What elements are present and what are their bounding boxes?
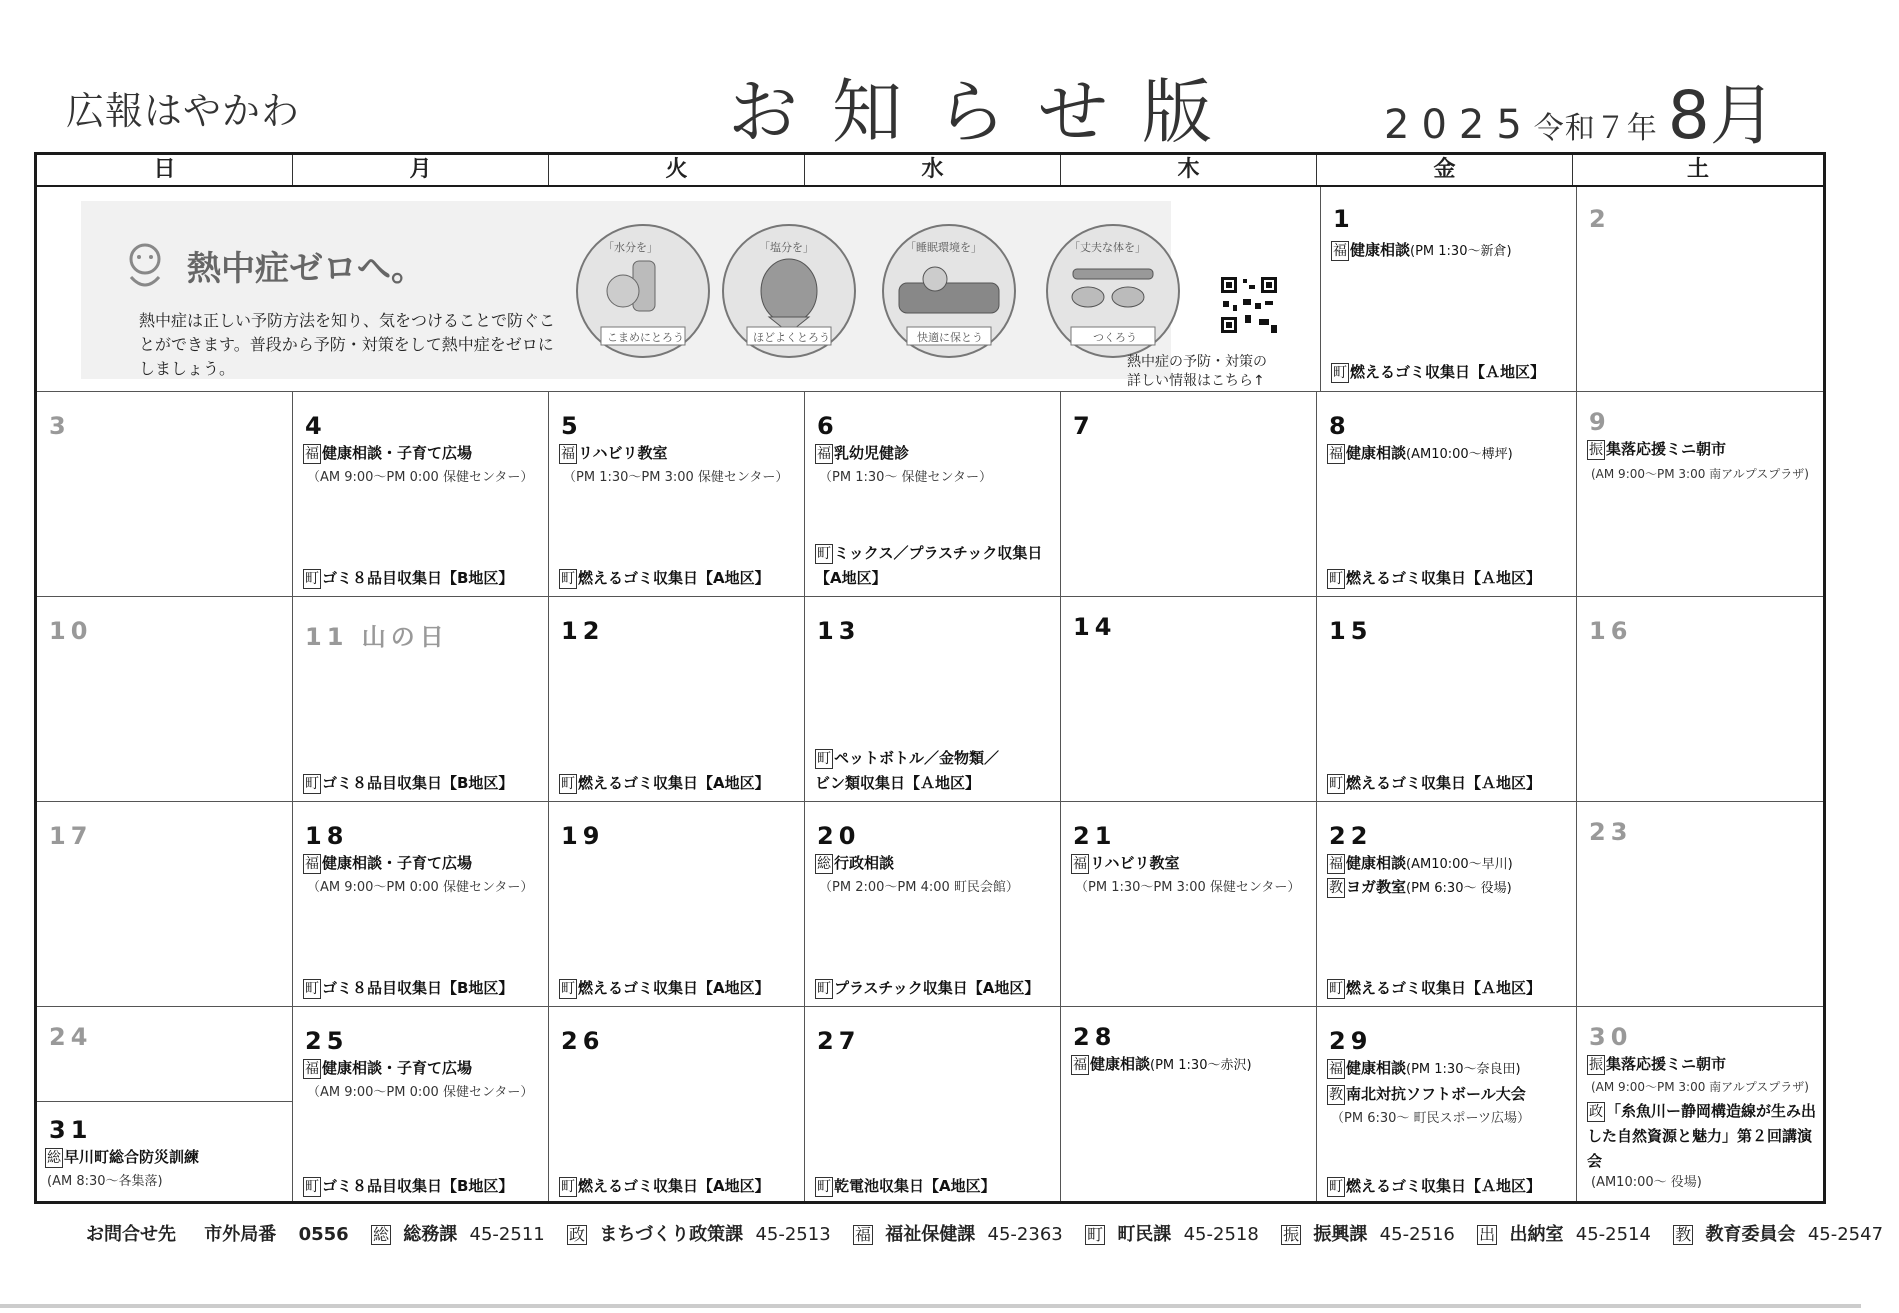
qr-caption xyxy=(1127,353,1267,391)
day-number: 18 xyxy=(305,822,349,850)
day-number: 26 xyxy=(561,1027,605,1055)
day-cell-23 xyxy=(1577,802,1823,1007)
garbage-line xyxy=(1327,1175,1572,1197)
event-title: 早川町総合防災訓練 xyxy=(64,1148,200,1166)
weekday-fri: 金 xyxy=(1317,155,1573,185)
garbage-text: 燃えるゴミ収集日【A地区】 xyxy=(578,1177,770,1195)
dept-badge: 町 xyxy=(817,751,831,767)
sleep-illustration-icon xyxy=(879,221,1019,361)
garbage-text: 燃えるゴミ収集日【Ａ地区】 xyxy=(1346,1177,1542,1195)
garbage-text: 燃えるゴミ収集日【Ａ地区】 xyxy=(1346,569,1542,587)
dept-badge: 教 xyxy=(1675,1225,1692,1244)
calendar xyxy=(34,152,1826,1204)
garbage-line xyxy=(1327,772,1572,794)
day-number: 12 xyxy=(561,617,605,645)
event-line-2 xyxy=(1587,1099,1819,1174)
event-line xyxy=(1071,852,1312,874)
contact-item-shinko xyxy=(1281,1224,1465,1245)
banner-title: 熱中症ゼロへ。 xyxy=(187,249,425,289)
event-line xyxy=(303,442,544,464)
day-number: 4 xyxy=(305,412,327,440)
day-cell-11 xyxy=(293,597,549,802)
day-number: 15 xyxy=(1329,617,1373,645)
qr-caption-line2: 詳しい情報はこちら↑ xyxy=(1127,373,1265,389)
day-number: 2 xyxy=(1589,205,1611,233)
day-number: 27 xyxy=(817,1027,861,1055)
event-detail: （AM 9:00～PM 0:00 保健センター） xyxy=(307,470,534,485)
meal-caption: つくろう xyxy=(1093,331,1137,344)
event-detail: （AM 9:00～PM 0:00 保健センター） xyxy=(307,1085,534,1100)
salt-label: 「塩分を」 xyxy=(759,241,814,254)
dept-badge: 町 xyxy=(817,981,831,997)
event-line xyxy=(815,442,1056,464)
contact-item-somu xyxy=(371,1224,555,1245)
dept-tel: 45-2547 xyxy=(1807,1224,1884,1245)
dept-tel: 45-2363 xyxy=(987,1224,1063,1245)
event-time: (AM10:00～早川) xyxy=(1406,857,1513,872)
day-number: 29 xyxy=(1329,1027,1373,1055)
dept-badge: 福 xyxy=(1073,1057,1087,1073)
garbage-line xyxy=(303,1175,544,1197)
event-line xyxy=(45,1146,288,1168)
day-number: 5 xyxy=(561,412,583,440)
dept-tel: 45-2516 xyxy=(1379,1224,1455,1245)
contact-item-fukushi xyxy=(853,1224,1073,1245)
dept-badge: 町 xyxy=(561,981,575,997)
contact-item-seisaku xyxy=(567,1224,841,1245)
day-cell-9 xyxy=(1577,392,1823,597)
dept-badge: 総 xyxy=(372,1225,389,1244)
contact-item-chomin xyxy=(1085,1224,1269,1245)
event-time: (PM 1:30～奈良田) xyxy=(1406,1062,1521,1077)
day-number: 30 xyxy=(1589,1023,1633,1051)
garbage-line xyxy=(303,977,544,999)
water-illustration-icon xyxy=(573,221,713,361)
day-cell-17 xyxy=(37,802,293,1007)
page-title: お知らせ版 xyxy=(728,71,1246,153)
day-number: 24 xyxy=(49,1023,93,1051)
event-line xyxy=(1331,239,1572,263)
weekday-wed: 水 xyxy=(805,155,1061,185)
event-title: 「糸魚川ー静岡構造線が生み出した自然資源と魅力」第２回講演会 xyxy=(1587,1102,1817,1170)
garbage-text: ゴミ８品目収集日【B地区】 xyxy=(322,569,514,587)
day-cell-19 xyxy=(549,802,805,1007)
garbage-line-2: 【A地区】 xyxy=(815,569,887,587)
garbage-text: ミックス／プラスチック収集日 xyxy=(834,544,1043,562)
month: 8月 xyxy=(1667,77,1776,154)
dept-badge: 福 xyxy=(1073,856,1087,872)
event-title: 健康相談・子育て広場 xyxy=(322,444,473,462)
dept-name: まちづくり政策課 xyxy=(599,1224,744,1245)
event-detail: （PM 1:30～PM 3:00 保健センター） xyxy=(1075,880,1301,895)
garbage-text: 乾電池収集日【A地区】 xyxy=(834,1177,996,1195)
day-number: 8 xyxy=(1329,412,1351,440)
day-number: 6 xyxy=(817,412,839,440)
day-number: 22 xyxy=(1329,822,1373,850)
day-cell-26 xyxy=(549,1007,805,1201)
contact-item-suito xyxy=(1477,1224,1661,1245)
event-line xyxy=(1071,1053,1312,1077)
day-cell-13 xyxy=(805,597,1061,802)
event-title: 健康相談・子育て広場 xyxy=(322,854,473,872)
water-caption: こまめにとろう xyxy=(607,331,684,344)
dept-badge: 町 xyxy=(1329,571,1343,587)
dept-badge: 町 xyxy=(305,981,319,997)
day-number: 10 xyxy=(49,617,93,645)
dept-badge: 福 xyxy=(305,446,319,462)
event-title: 乳幼児健診 xyxy=(834,444,910,462)
event-title: リハビリ教室 xyxy=(1090,854,1180,872)
garbage-line-2: ビン類収集日【Ａ地区】 xyxy=(815,774,981,792)
dept-badge: 町 xyxy=(561,1179,575,1195)
event-detail: (AM 9:00～PM 3:00 南アルプスプラザ) xyxy=(1591,1080,1809,1094)
garbage-line xyxy=(559,567,800,589)
event-title: 健康相談 xyxy=(1346,854,1407,872)
water-label: 「水分を」 xyxy=(603,241,658,254)
garbage-line xyxy=(303,567,544,589)
dept-badge: 福 xyxy=(305,856,319,872)
dept-name: 振興課 xyxy=(1313,1224,1368,1245)
event-line xyxy=(1587,438,1819,460)
day-cell-10 xyxy=(37,597,293,802)
dept-badge: 福 xyxy=(1333,243,1347,259)
dept-badge: 教 xyxy=(1329,880,1343,896)
garbage-text: ゴミ８品目収集日【B地区】 xyxy=(322,1177,514,1195)
day-cell-7 xyxy=(1061,392,1317,597)
dept-badge: 町 xyxy=(1329,1179,1343,1195)
garbage-line xyxy=(559,977,800,999)
year: 2025 xyxy=(1384,102,1534,148)
dept-badge: 教 xyxy=(1329,1087,1343,1103)
dept-badge: 福 xyxy=(1329,446,1343,462)
dept-tel: 45-2514 xyxy=(1575,1224,1651,1245)
event-line-2 xyxy=(1327,876,1572,900)
event-line xyxy=(1587,1053,1819,1075)
day-cell-12 xyxy=(549,597,805,802)
weekday-sun: 日 xyxy=(37,155,293,185)
garbage-text: 燃えるゴミ収集日【A地区】 xyxy=(578,569,770,587)
dept-badge: 政 xyxy=(569,1225,586,1244)
event-detail: （PM 6:30～ 町民スポーツ広場） xyxy=(1331,1111,1530,1126)
event-title: 南北対抗ソフトボール大会 xyxy=(1346,1085,1526,1103)
day-cell-20 xyxy=(805,802,1061,1007)
sleep-label: 「睡眠環境を」 xyxy=(905,241,982,254)
day-cell-16 xyxy=(1577,597,1823,802)
event-detail: （PM 1:30～ 保健センター） xyxy=(819,470,992,485)
weekday-header xyxy=(37,155,1823,187)
day-number: 16 xyxy=(1589,617,1633,645)
dept-name: 町民課 xyxy=(1117,1224,1172,1245)
garbage-text: 燃えるゴミ収集日【Ａ地区】 xyxy=(1350,363,1546,381)
day-cell-21 xyxy=(1061,802,1317,1007)
dept-badge: 福 xyxy=(1329,1061,1343,1077)
day-number: 25 xyxy=(305,1027,349,1055)
area-code: 0556 xyxy=(298,1224,349,1245)
weekday-thu: 木 xyxy=(1061,155,1317,185)
day-number: 31 xyxy=(49,1116,93,1144)
dept-name: 福祉保健課 xyxy=(885,1224,976,1245)
dept-badge: 町 xyxy=(305,1179,319,1195)
area-code-label: 市外局番 xyxy=(204,1224,277,1245)
qr-code-icon[interactable] xyxy=(1219,275,1279,335)
event-line-2 xyxy=(1327,1083,1572,1105)
dept-badge: 総 xyxy=(817,856,831,872)
event-time: (PM 1:30～赤沢) xyxy=(1150,1058,1252,1073)
publication-name: 広報はやかわ xyxy=(66,89,301,133)
garbage-line xyxy=(303,772,544,794)
day-cell-31 xyxy=(37,1101,293,1201)
dept-badge: 町 xyxy=(305,776,319,792)
garbage-text: 燃えるゴミ収集日【Ａ地区】 xyxy=(1346,979,1542,997)
weekday-tue: 火 xyxy=(549,155,805,185)
day-cell-5 xyxy=(549,392,805,597)
date-heading xyxy=(1384,62,1776,157)
dept-badge: 総 xyxy=(47,1150,61,1166)
garbage-line xyxy=(1331,361,1572,383)
event-title: 集落応援ミニ朝市 xyxy=(1606,1055,1727,1073)
qr-caption-line1: 熱中症の予防・対策の xyxy=(1127,354,1267,370)
dept-badge: 町 xyxy=(817,546,831,562)
dept-badge: 福 xyxy=(817,446,831,462)
day-cell-4 xyxy=(293,392,549,597)
salt-caption: ほどよくとろう xyxy=(753,331,830,344)
event-line xyxy=(303,1057,544,1079)
day-number: 1 xyxy=(1333,205,1355,233)
event-detail: （PM 2:00～PM 4:00 町民会館） xyxy=(819,880,1019,895)
day-number: 11 山の日 xyxy=(305,623,449,651)
contact-footer xyxy=(86,1220,1899,1246)
dept-badge: 福 xyxy=(854,1225,871,1244)
sleep-caption: 快適に保とう xyxy=(917,331,983,344)
event-title: 健康相談 xyxy=(1346,1059,1407,1077)
day-cell-25 xyxy=(293,1007,549,1201)
event-title: 健康相談 xyxy=(1350,241,1411,259)
garbage-line xyxy=(559,772,800,794)
event-time: (PM 6:30～ 役場) xyxy=(1406,881,1512,896)
event-title: 健康相談 xyxy=(1346,444,1407,462)
event-time: (AM10:00～榑坪) xyxy=(1406,447,1513,462)
garbage-text: 燃えるゴミ収集日【Ａ地区】 xyxy=(1346,774,1542,792)
day-cell-24 xyxy=(37,1007,293,1101)
event-line xyxy=(1327,852,1572,876)
garbage-line xyxy=(815,1175,1056,1197)
dept-badge: 町 xyxy=(817,1179,831,1195)
weekday-mon: 月 xyxy=(293,155,549,185)
dept-name: 出納室 xyxy=(1509,1224,1564,1245)
dept-badge: 振 xyxy=(1283,1225,1300,1244)
contact-item-kyoiku xyxy=(1673,1224,1893,1245)
day-cell-3 xyxy=(37,392,293,597)
dept-badge: 振 xyxy=(1589,442,1603,458)
dept-badge: 町 xyxy=(561,776,575,792)
garbage-line xyxy=(815,977,1056,999)
dept-badge: 福 xyxy=(561,446,575,462)
dept-badge: 町 xyxy=(1087,1225,1104,1244)
garbage-text: 燃えるゴミ収集日【A地区】 xyxy=(578,774,770,792)
garbage-text: ゴミ８品目収集日【B地区】 xyxy=(322,774,514,792)
dept-badge: 町 xyxy=(1329,981,1343,997)
meal-illustration-icon xyxy=(1043,221,1183,361)
garbage-line xyxy=(815,542,1056,564)
day-cell-30 xyxy=(1577,1007,1823,1201)
garbage-line xyxy=(815,747,1056,769)
day-cell-28 xyxy=(1061,1007,1317,1201)
day-number: 13 xyxy=(817,617,861,645)
heatstroke-banner xyxy=(37,187,1321,392)
event-detail: (AM 9:00～PM 3:00 南アルプスプラザ) xyxy=(1591,467,1809,481)
day-number: 20 xyxy=(817,822,861,850)
salt-illustration-icon xyxy=(719,221,859,361)
event-line xyxy=(303,852,544,874)
event-line xyxy=(559,442,800,464)
event-title: ヨガ教室 xyxy=(1346,878,1407,896)
event-title: リハビリ教室 xyxy=(578,444,668,462)
event-title: 集落応援ミニ朝市 xyxy=(1606,440,1727,458)
contact-label: お問合せ先 xyxy=(86,1224,176,1245)
event-line xyxy=(1327,1057,1572,1081)
event-title: 健康相談・子育て広場 xyxy=(322,1059,473,1077)
dept-name: 教育委員会 xyxy=(1705,1224,1796,1245)
garbage-line xyxy=(559,1175,800,1197)
event-line xyxy=(815,852,1056,874)
garbage-line xyxy=(1327,567,1572,589)
event-detail: (AM 8:30～各集落) xyxy=(47,1174,163,1189)
day-cell-27 xyxy=(805,1007,1061,1201)
day-number: 21 xyxy=(1073,822,1117,850)
day-number: 23 xyxy=(1589,818,1633,846)
heatstroke-logo-icon xyxy=(117,237,173,293)
garbage-line xyxy=(1327,977,1572,999)
day-number: 9 xyxy=(1589,408,1611,436)
day-number: 28 xyxy=(1073,1023,1117,1051)
day-cell-29 xyxy=(1317,1007,1577,1201)
garbage-text: プラスチック収集日【A地区】 xyxy=(834,979,1040,997)
day-cell-15 xyxy=(1317,597,1577,802)
meal-label: 「丈夫な体を」 xyxy=(1069,241,1146,254)
page-edge-divider xyxy=(0,1304,1861,1308)
dept-badge: 町 xyxy=(1333,365,1347,381)
dept-name: 総務課 xyxy=(403,1224,458,1245)
dept-badge: 町 xyxy=(1329,776,1343,792)
day-number: 7 xyxy=(1073,412,1095,440)
day-cell-18 xyxy=(293,802,549,1007)
weekday-sat: 土 xyxy=(1686,157,1709,182)
day-cell-2 xyxy=(1577,187,1823,392)
event-title: 行政相談 xyxy=(834,854,895,872)
garbage-text: ペットボトル／金物類／ xyxy=(834,749,1000,767)
event-detail: （AM 9:00～PM 0:00 保健センター） xyxy=(307,880,534,895)
day-cell-1 xyxy=(1321,187,1577,392)
dept-badge: 出 xyxy=(1479,1225,1496,1244)
day-number: 17 xyxy=(49,822,93,850)
garbage-text: 燃えるゴミ収集日【A地区】 xyxy=(578,979,770,997)
dept-badge: 町 xyxy=(305,571,319,587)
dept-tel: 45-2518 xyxy=(1183,1224,1259,1245)
day-cell-8 xyxy=(1317,392,1577,597)
event-line xyxy=(1327,442,1572,466)
era-year: 令和７年 xyxy=(1533,111,1658,146)
event-detail-2: (AM10:00～ 役場) xyxy=(1591,1175,1702,1190)
event-detail: （PM 1:30～PM 3:00 保健センター） xyxy=(563,470,789,485)
event-time: (PM 1:30～新倉) xyxy=(1410,244,1512,259)
day-cell-22 xyxy=(1317,802,1577,1007)
day-cell-6 xyxy=(805,392,1061,597)
garbage-text: ゴミ８品目収集日【B地区】 xyxy=(322,979,514,997)
dept-tel: 45-2511 xyxy=(469,1224,545,1245)
day-cell-14 xyxy=(1061,597,1317,802)
day-number: 3 xyxy=(49,412,71,440)
dept-badge: 振 xyxy=(1589,1057,1603,1073)
banner-text: 熱中症は正しい予防方法を知り、気をつけることで防ぐことができます。普段から予防・対策をして熱中症をゼロにしましょう。 xyxy=(139,311,556,378)
dept-badge: 福 xyxy=(305,1061,319,1077)
banner-background xyxy=(81,201,1171,379)
dept-badge: 町 xyxy=(561,571,575,587)
day-number: 19 xyxy=(561,822,605,850)
dept-badge: 政 xyxy=(1589,1104,1603,1120)
dept-badge: 福 xyxy=(1329,856,1343,872)
day-number: 14 xyxy=(1073,613,1117,641)
event-title: 健康相談 xyxy=(1090,1055,1151,1073)
dept-tel: 45-2513 xyxy=(755,1224,831,1245)
